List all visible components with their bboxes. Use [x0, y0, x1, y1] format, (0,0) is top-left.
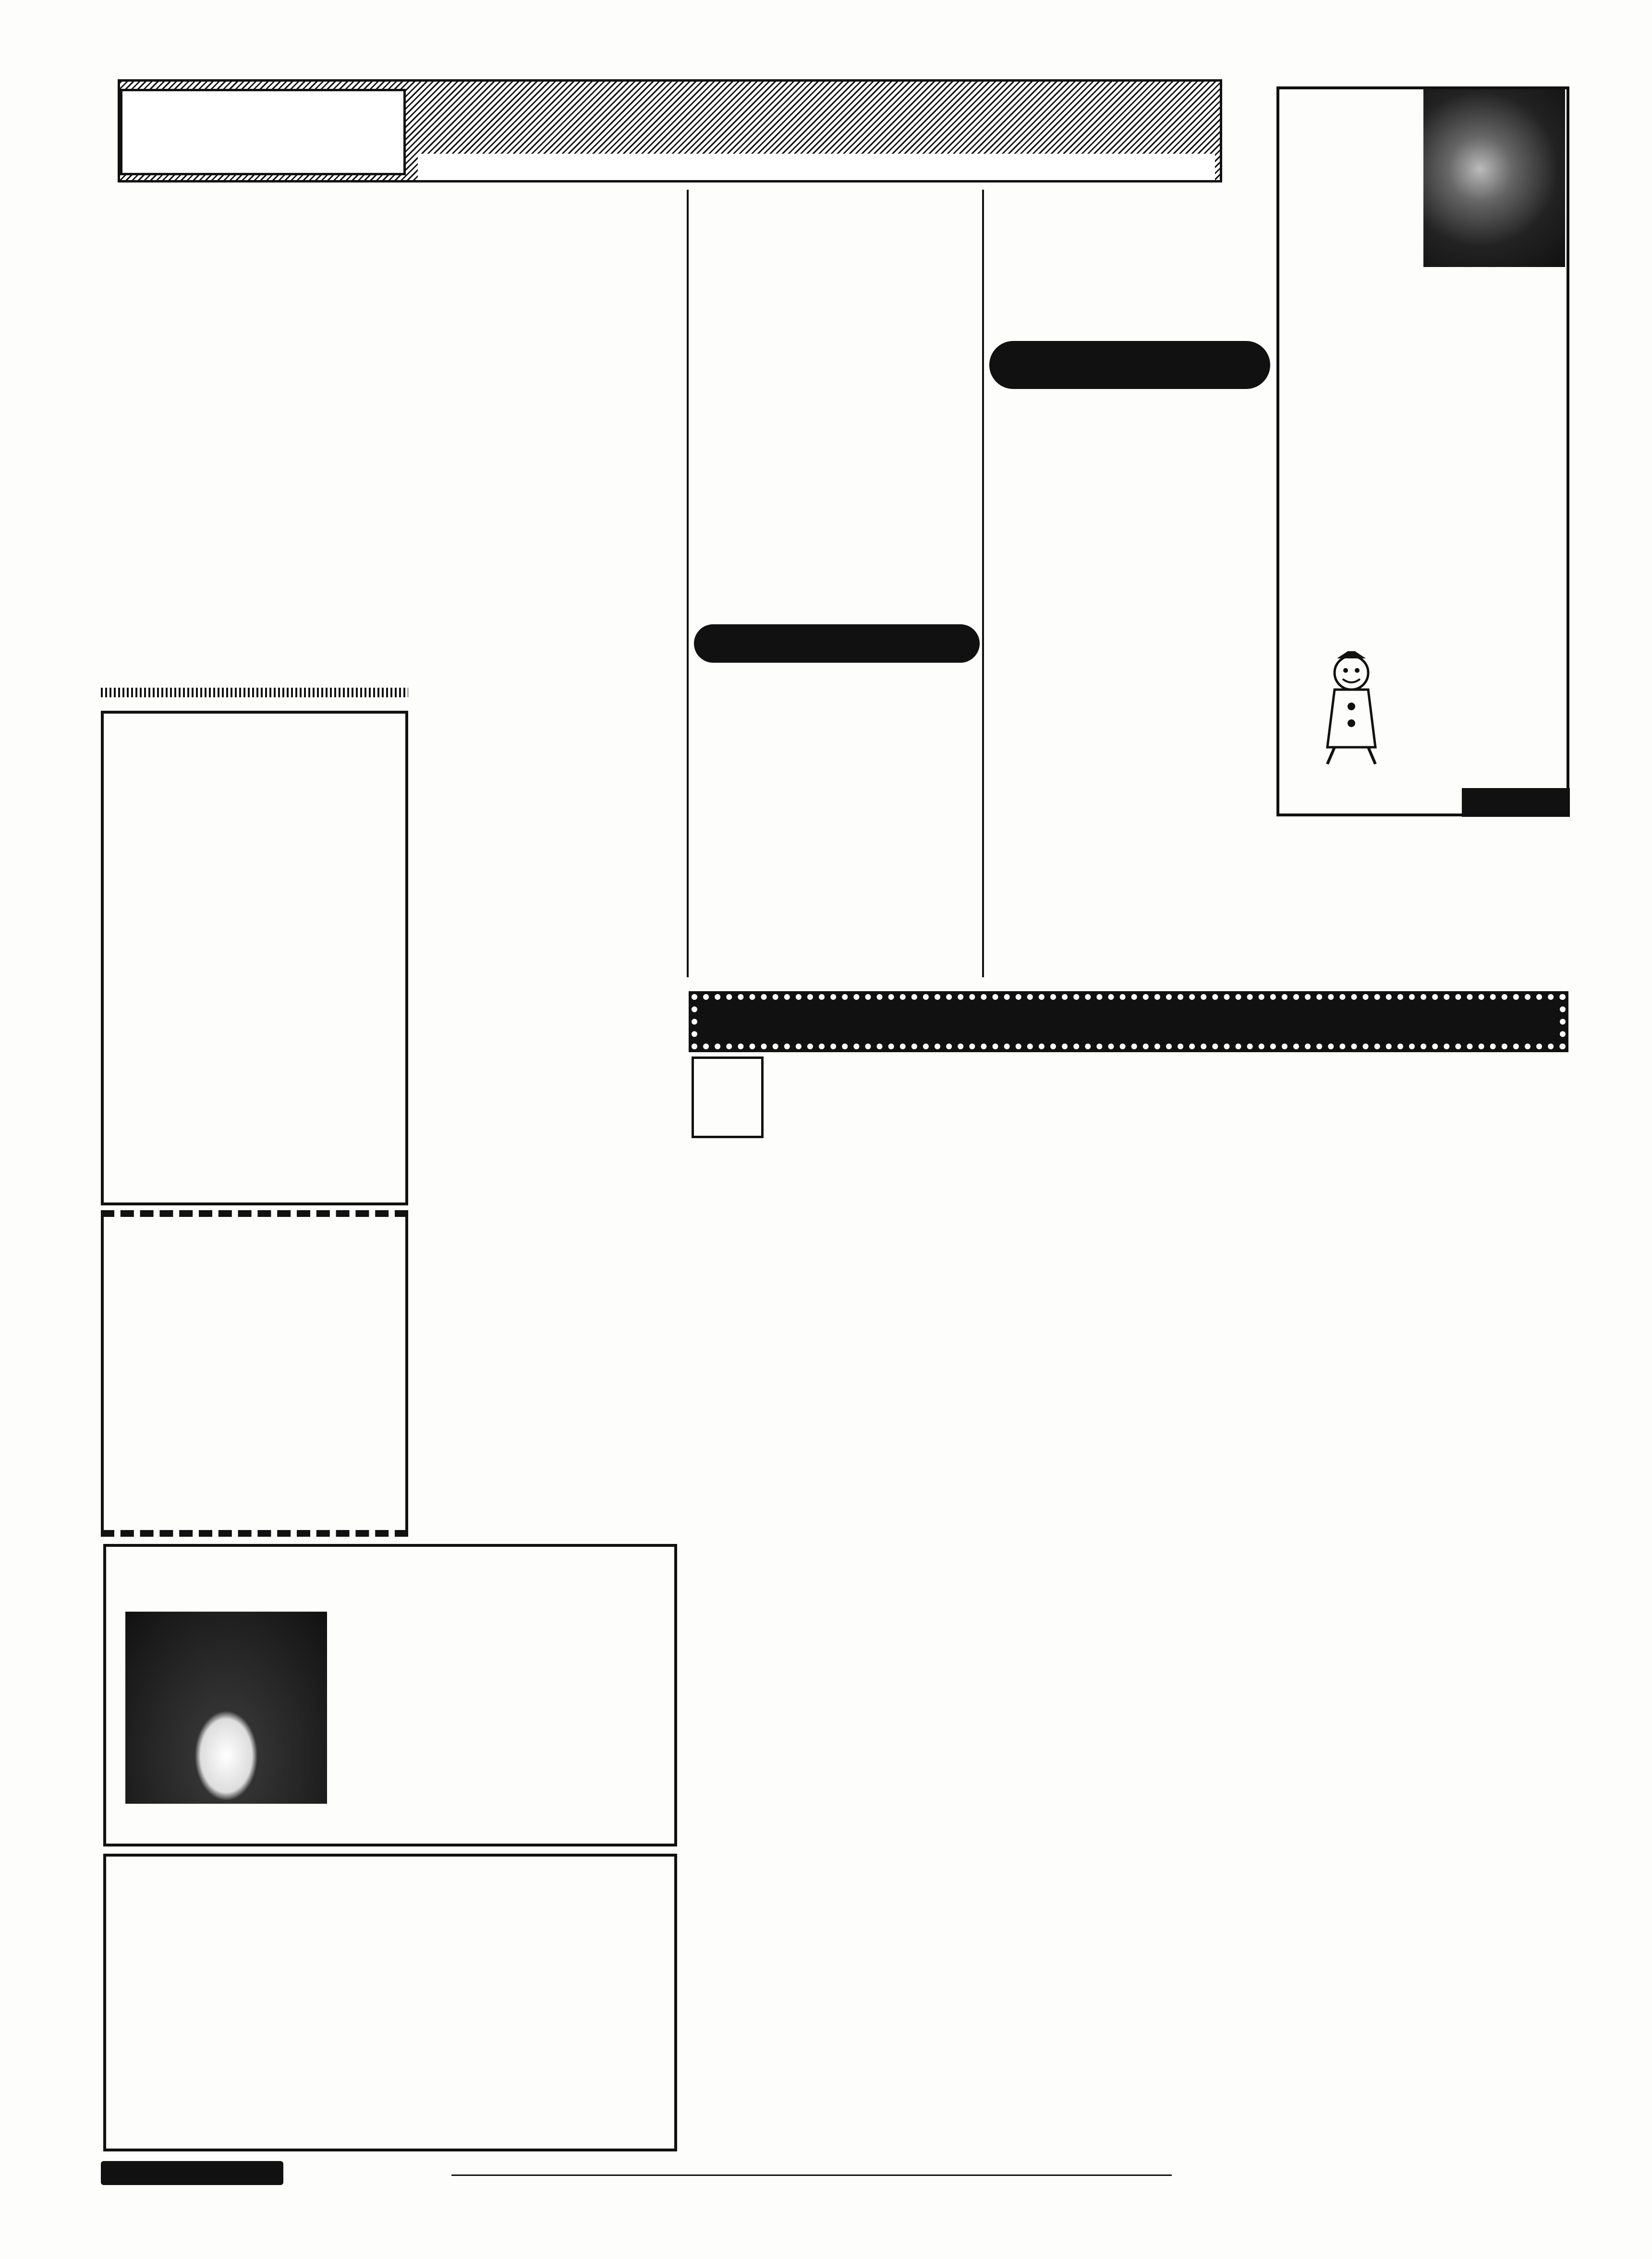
- divider: [687, 190, 689, 977]
- paper-logo: [101, 2161, 283, 2185]
- adega-ad: [103, 1854, 677, 2151]
- acorda-ad: [101, 1210, 408, 1537]
- cinema-grid: [692, 1145, 1566, 2135]
- abc-cast: [1289, 430, 1563, 598]
- imperio-top: [987, 194, 1273, 334]
- divider: [101, 688, 408, 697]
- coliseu-photo: [125, 1612, 327, 1804]
- header-subtitle: [418, 154, 1215, 180]
- header-teatros: [418, 82, 1225, 154]
- monumental-tag: [694, 624, 980, 663]
- clown-image: [1308, 651, 1395, 766]
- abc-anos-box: [1462, 788, 1570, 817]
- divider: [982, 190, 984, 977]
- abc-photo: [1423, 89, 1565, 267]
- monumental-text: [692, 749, 980, 984]
- estreias-box: [692, 1057, 764, 1138]
- cartaz-banner: [692, 994, 1566, 1049]
- footer-rule: [451, 2174, 1172, 2176]
- imperio-tag: [989, 341, 1270, 389]
- luso-ad: [1276, 819, 1569, 972]
- lead-column-1: [101, 427, 408, 687]
- clown-icon: [1308, 651, 1395, 766]
- cont-text: [692, 219, 980, 617]
- header-diversoes-box: [120, 89, 406, 175]
- imperio-text: [987, 471, 1273, 946]
- trindade-ad: [101, 711, 408, 1205]
- coliseu-ad: [103, 1544, 677, 1846]
- abc-ad: [1276, 86, 1569, 816]
